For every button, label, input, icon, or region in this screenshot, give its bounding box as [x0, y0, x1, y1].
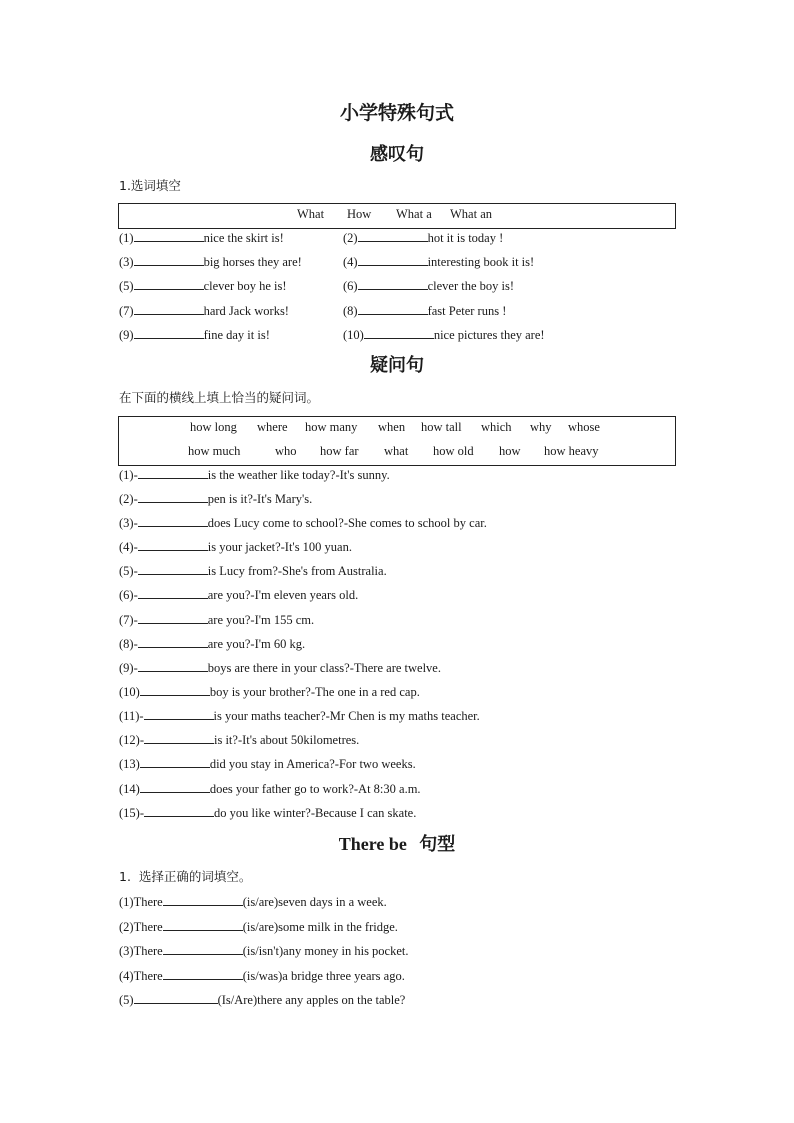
exercise-item: (3)There (is/isn't)any money in his pocket.	[119, 944, 409, 958]
exercise-item: (4)- is your jacket?-It's 100 yuan.	[119, 540, 352, 554]
word-option: What an	[450, 207, 492, 221]
word-option: why	[530, 420, 552, 434]
word-option: how old	[433, 444, 474, 458]
exercise-item: (9) fine day it is!	[119, 328, 270, 342]
exercise-item: (12)- is it?-It's about 50kilometres.	[119, 733, 360, 747]
exercise-item: (2) hot it is today !	[343, 231, 504, 245]
heading-cn: 句型	[419, 834, 456, 855]
word-option: what	[384, 444, 409, 458]
exercise-item: (6)- are you?-I'm eleven years old.	[119, 588, 359, 602]
exercise-item: (2)There (is/are)some milk in the fridge.	[119, 920, 398, 934]
word-option: What a	[396, 207, 432, 221]
exercise-item: (3)- does Lucy come to school?-She comes to school by car.	[119, 516, 487, 530]
section-heading-exclamation: 感叹句	[370, 144, 424, 165]
exercise-item: (11)- is your maths teacher?-Mr Chen is my maths teacher.	[119, 709, 480, 723]
exercise-item: (8) fast Peter runs !	[343, 304, 507, 318]
word-option: how	[499, 444, 521, 458]
word-option: How	[347, 207, 372, 221]
word-option: how far	[320, 444, 359, 458]
exercise-item: (4) interesting book it is!	[343, 255, 535, 269]
section1-instruction: 1.选词填空	[119, 178, 181, 193]
exercise-item: (10) nice pictures they are!	[343, 328, 545, 342]
exercise-item: (7) hard Jack works!	[119, 304, 289, 318]
exercise-item: (8)- are you?-I'm 60 kg.	[119, 637, 306, 651]
exercise-item: (1) nice the skirt is!	[119, 231, 284, 245]
word-option: who	[275, 444, 297, 458]
exercise-item: (5)- is Lucy from?-She's from Australia.	[119, 564, 387, 578]
word-option: What	[297, 207, 325, 221]
word-option: which	[481, 420, 512, 434]
exercise-item: (5) (Is/Are)there any apples on the table?	[119, 993, 406, 1007]
exercise-item: (3) big horses they are!	[119, 255, 302, 269]
exercise-item: (14) does your father go to work?-At 8:30 a.m.	[119, 782, 421, 796]
section-heading-questions: 疑问句	[370, 355, 424, 376]
section2-instruction: 在下面的横线上填上恰当的疑问词。	[119, 390, 320, 405]
word-option: how much	[188, 444, 241, 458]
page-title: 小学特殊句式	[339, 102, 454, 124]
exercise-item: (5) clever boy he is!	[119, 279, 287, 293]
word-bank-exclamation	[118, 203, 676, 229]
word-option: where	[257, 420, 288, 434]
exercise-item: (1)- is the weather like today?-It's sunny.	[119, 468, 390, 482]
word-option: whose	[568, 420, 600, 434]
heading-en: There be	[338, 834, 407, 854]
exercise-item: (2)- pen is it?-It's Mary's.	[119, 492, 313, 506]
exercise-item: (1)There (is/are)seven days in a week.	[119, 895, 387, 909]
exercise-item: (7)- are you?-I'm 155 cm.	[119, 613, 315, 627]
exercise-item: (6) clever the boy is!	[343, 279, 515, 293]
word-option: how many	[305, 420, 358, 434]
exercise-item: (13) did you stay in America?-For two weeks.	[119, 757, 416, 771]
word-option: how tall	[421, 420, 462, 434]
exercise-item: (9)- boys are there in your class?-There are twelve.	[119, 661, 441, 675]
exercise-item: (4)There (is/was)a bridge three years ago.	[119, 969, 405, 983]
word-bank-questions	[118, 416, 676, 466]
section3-instruction: 1. 选择正确的词填空。	[119, 869, 252, 884]
exercise-item: (10) boy is your brother?-The one in a red cap.	[119, 685, 420, 699]
word-option: how long	[190, 420, 237, 434]
section-heading-there-be	[0, 830, 794, 856]
word-option: how heavy	[544, 444, 599, 458]
word-option: when	[378, 420, 406, 434]
exercise-item: (15)- do you like winter?-Because I can skate.	[119, 806, 417, 820]
